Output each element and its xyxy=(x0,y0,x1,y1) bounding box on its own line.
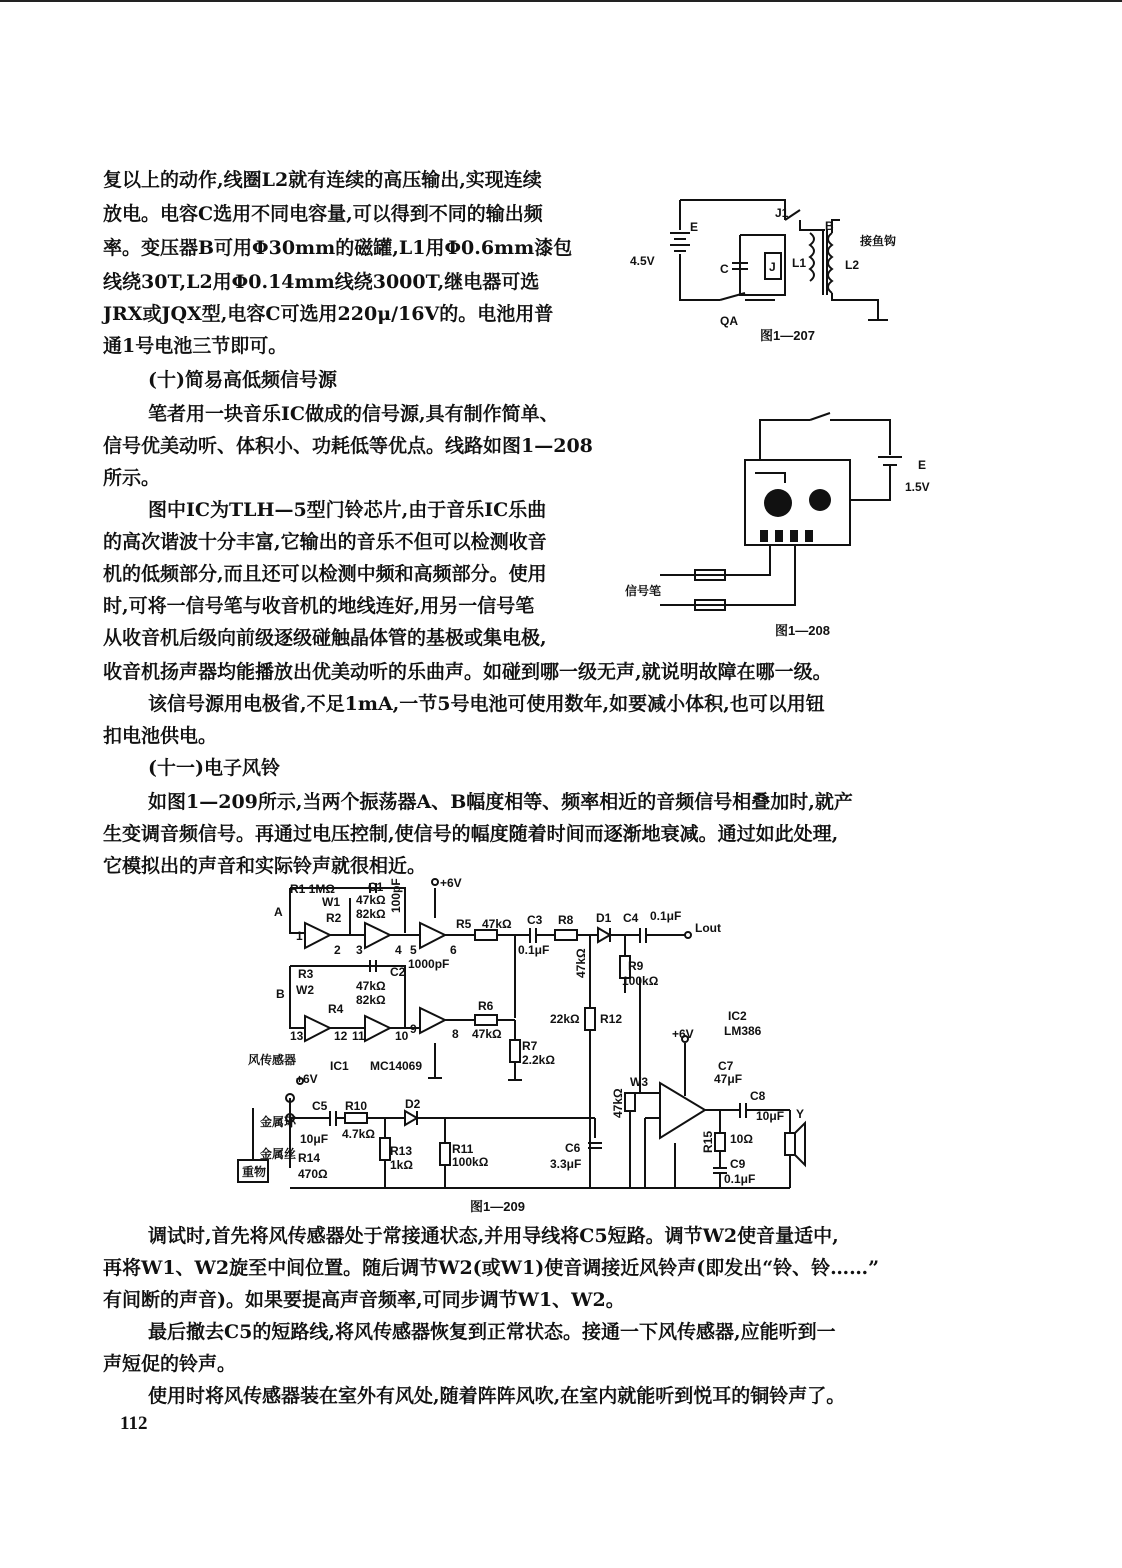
label-L1: L1 xyxy=(792,256,807,270)
label-C2v: 1000pF xyxy=(408,957,450,971)
label-C6: C6 xyxy=(565,1141,581,1155)
text-line: 从收音机后级向前级逐级碰触晶体管的基极或集电极, xyxy=(103,627,547,649)
label-C2: C2 xyxy=(390,965,406,979)
figure-1-209 xyxy=(230,868,830,1213)
label-R9v: 100kΩ xyxy=(622,974,659,988)
text-line: 时,可将一信号笔与收音机的地线连好,用另一信号笔 xyxy=(103,595,535,617)
label-vcc: +6V xyxy=(440,876,462,890)
label-W2: W2 xyxy=(296,983,314,997)
label-C7v: 47μF xyxy=(714,1072,743,1086)
label-D1: D1 xyxy=(596,911,612,925)
text-line: 该信号源用电极省,不足1mA,一节5号电池可使用数年,如要减小体积,也可以用钮 xyxy=(148,693,825,715)
text-line: 使用时将风传感器装在室外有风处,随着阵阵风吹,在室内就能听到悦耳的铜铃声了。 xyxy=(148,1385,846,1407)
label-weight: 重物 xyxy=(242,1165,267,1179)
label-W1v: 47kΩ xyxy=(356,893,386,907)
label-J: J xyxy=(769,260,776,274)
label-voltage: 4.5V xyxy=(630,254,655,268)
pin-label: 6 xyxy=(450,943,457,957)
pin-label: 12 xyxy=(334,1029,348,1043)
label-C9v: 0.1μF xyxy=(724,1172,756,1186)
figure-caption: 图1—208 xyxy=(775,623,830,638)
label-wire: 金属丝 xyxy=(260,1147,297,1161)
pin-label: 11 xyxy=(352,1029,365,1043)
ic-chip-blob xyxy=(809,489,831,511)
label-R2v: 82kΩ xyxy=(356,907,386,921)
pin-label: 5 xyxy=(410,943,417,957)
label-W3: W3 xyxy=(630,1075,648,1089)
label-W3v: 47kΩ xyxy=(611,1088,625,1118)
label-R2: R2 xyxy=(326,911,342,925)
label-C8v: 10μF xyxy=(756,1109,785,1123)
label-C4: C4 xyxy=(623,911,639,925)
label-vcc3: +6V xyxy=(672,1027,694,1041)
label-B: B xyxy=(825,219,834,233)
label-R6: R6 xyxy=(478,999,494,1013)
label-C7: C7 xyxy=(718,1059,734,1073)
label-D2: D2 xyxy=(405,1097,421,1111)
label-IC2: IC2 xyxy=(728,1009,747,1023)
label-E: E xyxy=(690,220,699,234)
text-line: 有间断的声音)。如果要提高声音频率,可同步调节W1、W2。 xyxy=(103,1289,625,1311)
text-line: 生变调音频信号。再通过电压控制,使信号的幅度随着时间而逐渐地衰减。通过如此处理, xyxy=(103,823,839,845)
text-line: 放电。电容C选用不同电容量,可以得到不同的输出频 xyxy=(103,203,543,225)
label-voltage: 1.5V xyxy=(905,480,930,494)
label-J1: J1 xyxy=(775,206,789,220)
label-R11v: 100kΩ xyxy=(452,1155,489,1169)
label-R5: R5 xyxy=(456,917,472,931)
text-line: 调试时,首先将风传感器处于常接通状态,并用导线将C5短路。调节W2使音量适中, xyxy=(148,1225,839,1247)
label-IC1: IC1 xyxy=(330,1059,349,1073)
text-line: 它模拟出的声音和实际铃声就很相近。 xyxy=(103,855,427,877)
label-C1v: 100pF xyxy=(389,878,403,913)
pin-label: 1 xyxy=(296,929,303,943)
label-R12: R12 xyxy=(600,1012,623,1026)
text-line: 率。变压器B可用Φ30mm的磁罐,L1用Φ0.6mm漆包 xyxy=(103,237,573,259)
label-R8v: 47kΩ xyxy=(574,948,588,978)
label-vcc2: +6V xyxy=(296,1072,318,1086)
label-R7: R7 xyxy=(522,1039,538,1053)
label-C5: C5 xyxy=(312,1099,328,1113)
pin-label: 8 xyxy=(452,1027,459,1041)
label-C5v: 10μF xyxy=(300,1132,329,1146)
label-QA: QA xyxy=(720,314,738,328)
label-Y: Y xyxy=(796,1107,805,1121)
label-C3: C3 xyxy=(527,913,543,927)
label-signal-pen: 信号笔 xyxy=(625,584,662,598)
text-line: 线绕30T,L2用Φ0.14mm线绕3000T,继电器可选 xyxy=(103,271,540,293)
ic-chip-blob xyxy=(764,489,792,517)
page-number: 112 xyxy=(120,1413,148,1434)
pin-label: 2 xyxy=(334,943,341,957)
text-line: 通1号电池三节即可。 xyxy=(103,335,288,357)
label-R4: R4 xyxy=(328,1002,344,1016)
label-C6v: 3.3μF xyxy=(550,1157,582,1171)
text-line: 声短促的铃声。 xyxy=(103,1353,237,1375)
label-R12v: 22kΩ xyxy=(550,1012,580,1026)
text-line: 再将W1、W2旋至中间位置。随后调节W2(或W1)使音调接近风铃声(即发出“铃、铃……” xyxy=(103,1257,880,1279)
text-line: 扣电池供电。 xyxy=(103,725,218,747)
pin-label: 9 xyxy=(410,1022,417,1036)
label-R10v: 4.7kΩ xyxy=(342,1127,375,1141)
figure-1-207 xyxy=(620,185,920,350)
label-R15: R15 xyxy=(701,1130,715,1153)
label-IC1v: MC14069 xyxy=(370,1059,423,1073)
text-line: 最后撤去C5的短路线,将风传感器恢复到正常状态。接通一下风传感器,应能听到一 xyxy=(148,1321,836,1343)
text-line: 笔者用一块音乐IC做成的信号源,具有制作简单、 xyxy=(148,403,559,425)
figure-caption: 图1—207 xyxy=(760,328,815,343)
label-C9: C9 xyxy=(730,1157,746,1171)
text-line: 机的低频部分,而且还可以检测中频和高频部分。使用 xyxy=(103,563,547,585)
text-line: 收音机扬声器均能播放出优美动听的乐曲声。如碰到哪一级无声,就说明故障在哪一级。 xyxy=(103,661,832,683)
figure-1-208 xyxy=(620,405,950,640)
label-A: A xyxy=(274,905,283,919)
pin-label: 10 xyxy=(395,1029,409,1043)
label-R8: R8 xyxy=(558,913,574,927)
label-R6v: 47kΩ xyxy=(472,1027,502,1041)
label-R14v: 470Ω xyxy=(298,1167,328,1181)
label-ring: 金属环 xyxy=(260,1115,297,1129)
label-R15v: 10Ω xyxy=(730,1132,753,1146)
label-R9: R9 xyxy=(628,959,644,973)
label-IC2v: LM386 xyxy=(724,1024,762,1038)
label-R13v: 1kΩ xyxy=(390,1158,413,1172)
label-L2: L2 xyxy=(845,258,860,272)
text-line: JRX或JQX型,电容C可选用220μ/16V的。电池用普 xyxy=(103,303,554,325)
section-heading: (十)简易高低频信号源 xyxy=(148,369,337,391)
label-Lout: Lout xyxy=(695,921,721,935)
pin-label: 4 xyxy=(395,943,402,957)
label-C8: C8 xyxy=(750,1089,766,1103)
label-C3v: 0.1μF xyxy=(518,943,550,957)
label-sensor: 风传感器 xyxy=(248,1053,297,1067)
label-R14: R14 xyxy=(298,1151,321,1165)
label-R5v: 47kΩ xyxy=(482,917,512,931)
text-line: 所示。 xyxy=(103,467,161,489)
label-E: E xyxy=(918,458,927,472)
top-border xyxy=(0,0,1122,2)
label-C: C xyxy=(720,262,729,276)
text-line: 如图1—209所示,当两个振荡器A、B幅度相等、频率相近的音频信号相叠加时,就产 xyxy=(148,791,853,813)
text-line: 复以上的动作,线圈L2就有连续的高压输出,实现连续 xyxy=(103,169,542,191)
label-R3: R3 xyxy=(298,967,314,981)
label-hook: 接鱼钩 xyxy=(860,234,897,248)
label-B: B xyxy=(276,987,285,1001)
label-C1: C1 xyxy=(368,880,384,894)
label-R7v: 2.2kΩ xyxy=(522,1053,555,1067)
text-line: 的高次谐波十分丰富,它输出的音乐不但可以检测收音 xyxy=(103,531,547,553)
label-R13: R13 xyxy=(390,1144,413,1158)
label-W2v: 47kΩ xyxy=(356,979,386,993)
text-line: 图中IC为TLH—5型门铃芯片,由于音乐IC乐曲 xyxy=(148,499,547,521)
label-R10: R10 xyxy=(345,1099,368,1113)
label-R1: R1 1MΩ xyxy=(290,882,335,896)
label-R4v: 82kΩ xyxy=(356,993,386,1007)
pin-label: 13 xyxy=(290,1029,304,1043)
text-line: 信号优美动听、体积小、功耗低等优点。线路如图1—208 xyxy=(103,435,593,457)
pin-label: 3 xyxy=(356,943,363,957)
label-C4v: 0.1μF xyxy=(650,909,682,923)
figure-caption: 图1—209 xyxy=(470,1199,525,1214)
section-heading: (十一)电子风铃 xyxy=(148,757,280,779)
label-R11: R11 xyxy=(452,1142,474,1156)
label-W1: W1 xyxy=(322,895,340,909)
